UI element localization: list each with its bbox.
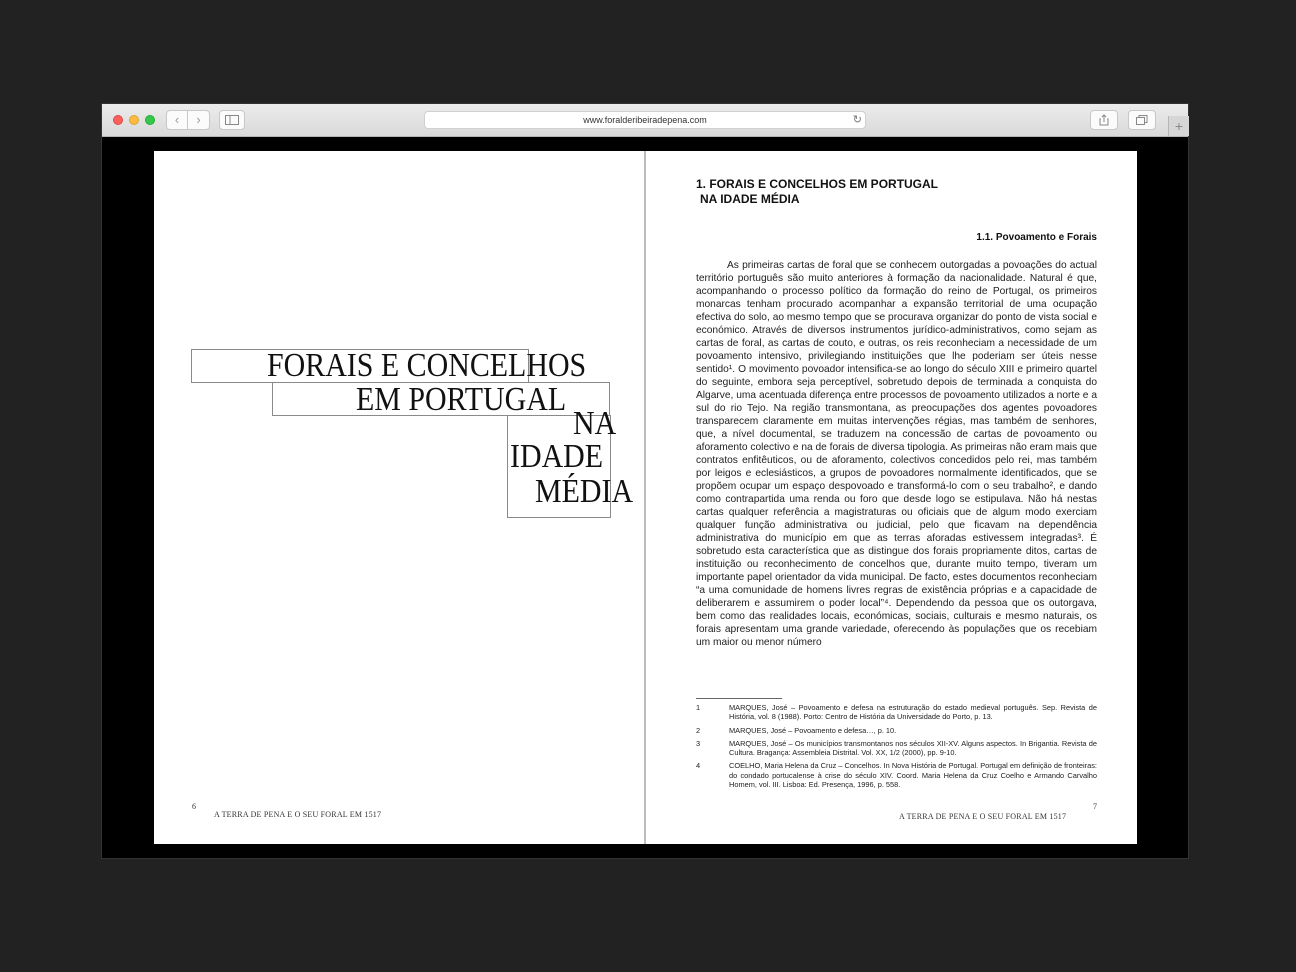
footnote — [696, 726, 1097, 735]
title-line: NA — [573, 405, 617, 442]
title-line: IDADE — [510, 438, 604, 475]
sidebar-icon — [225, 115, 239, 125]
right-page — [646, 151, 1137, 844]
footnotes — [696, 703, 1097, 793]
title-line: FORAIS E CONCELHOS — [267, 347, 587, 384]
chevron-right-icon: › — [196, 112, 201, 127]
forward-button[interactable] — [188, 110, 210, 130]
page-number: 6 — [192, 802, 197, 811]
address-bar[interactable] — [424, 111, 866, 129]
sidebar-toggle-button[interactable] — [219, 110, 245, 130]
back-button[interactable] — [166, 110, 188, 130]
close-window-button[interactable] — [113, 115, 123, 125]
zoom-window-button[interactable] — [145, 115, 155, 125]
chapter-title — [696, 177, 938, 207]
footnote-number: 4 — [696, 761, 701, 771]
page-number: 7 — [1093, 802, 1098, 811]
chapter-title-line: NA IDADE MÉDIA — [700, 192, 800, 206]
body-paragraph: As primeiras cartas de foral que se conhecem outorgadas a povoações do actual território português são muito anteriores à formação da nacionalidade. Natural é que, acompanhando o processo político da formação do reino de Portugal, os primeiros monarcas tenham procurado acompanhar a expansão territorial de uma ocupação efectiva do solo, ao mesmo tempo que se procurava organizar do ponto de vista social e económico. Através de diversos instrumentos jurídico-administrativos, como sejam as cartas de foral, as cartas de couto, e outras, os reis reconheciam a necessidade de um povoamento intensivo, privilegiando instituições que lhe poderiam ser úteis nesse sentido¹. O movimento povoador intensifica-se ao longo do século XIII e primeiro quartel do seguinte, embora seja perceptível, sobretudo depois de terminada a conquista do Algarve, uma acentuada diferença entre processos de povoamento utilizados a norte e a sul do rio Tejo. Na região transmontana, as preocupações dos agentes povoadores transparecem claramente em muitas intervenções régias, mas também de senhores, que, a nível documental, se traduzem na concessão de cartas de povoamento ou aforamento colectivo e na de forais de diversa tipologia. As primeiras não eram mais que contratos enfitêuticos, ou de aforamento, colectivos concedidos pelo rei, mas também por leigos e eclesiásticos, a grupos de povoadores normalmente identificados, que se propõem ocupar um espaço despovoado e transformá-lo com o seu trabalho², e dando como contrapartida uma renda ou foro que desde logo se estipulava. Não há nestas cartas qualquer referência a magistraturas ou oficiais que de algum modo exerciam qualquer função administrativa ou judicial, pelo que ficavam na dependência administrativa do município em que as terras aforadas estivessem integradas³. É sobretudo esta característica que as distingue dos forais propriamente ditos, cartas de instituição ou reconhecimento de concelhos que, durante muito tempo, tiveram um importante papel orientador da vida municipal. De facto, estes documentos reconheciam “a uma comunidade de homens livres regras de existência próprias e a capacidade de deliberarem e assumirem o poder local”⁴. Dependendo da pessoa que os outorgava, bem como das realidades locais, económicas, sociais, culturais e mesmo naturais, os forais apresentam uma grande variedade, oferecendo às populações que os recebiam um maior ou menor número — [696, 260, 1097, 648]
footnote-number: 3 — [696, 738, 701, 748]
footnote-rule — [696, 698, 782, 699]
plus-icon: + — [1174, 118, 1184, 134]
running-footer: A TERRA DE PENA E O SEU FORAL EM 1517 — [899, 812, 1067, 821]
body-text — [696, 259, 1097, 649]
url-text: www.foralderibeiradepena.com — [583, 115, 707, 125]
browser-toolbar — [102, 104, 1188, 137]
footnote-number: 2 — [696, 725, 701, 735]
share-button[interactable] — [1090, 110, 1118, 130]
reload-icon[interactable]: ↻ — [852, 114, 862, 126]
share-icon — [1099, 114, 1109, 126]
left-page — [154, 151, 644, 844]
running-footer: A TERRA DE PENA E O SEU FORAL EM 1517 — [214, 810, 382, 819]
tabs-overview-button[interactable] — [1128, 110, 1156, 130]
footnote — [696, 739, 1097, 758]
tabs-icon — [1136, 115, 1148, 125]
chevron-left-icon: ‹ — [174, 112, 180, 127]
footnote-text: MARQUES, José – Povoamento e defesa…, p. 10. — [729, 725, 897, 735]
title-line: EM PORTUGAL — [356, 381, 567, 418]
footnote-text: COELHO, Maria Helena da Cruz – Concelhos. In Nova História de Portugal. Portugal em definição de fronteiras: do condado portucalense à crise do século XIV. Coord. Maria Helena da Cruz Coelho e Armando Carvalho Homem, vol. III. Lisboa: Ed. Presença, 1996, p. 558. — [729, 761, 1097, 790]
footnote-number: 1 — [696, 703, 701, 712]
new-tab-button[interactable] — [1168, 116, 1189, 136]
footnote — [696, 703, 1097, 722]
minimize-window-button[interactable] — [129, 115, 139, 125]
title-line: MÉDIA — [535, 473, 634, 510]
footnote-text: MARQUES, José – Povoamento e defesa na estruturação do estado medieval português. Sep. Revista de História, vol. 8 (1988). Porto: Centro de História da Universidade do Porto, p. 13. — [729, 703, 1097, 722]
section-title: 1.1. Povoamento e Forais — [976, 232, 1097, 243]
footnote — [696, 761, 1097, 789]
chapter-title-line: 1. FORAIS E CONCELHOS EM PORTUGAL — [696, 177, 939, 191]
footnote-text: MARQUES, José – Os municípios transmontanos nos séculos XII-XV. Alguns aspectos. In Brigantia. Revista de Cultura. Bragança: Assembleia Distrital. Vol. XX, 1/2 (2000), pp. 9-10. — [729, 738, 1097, 758]
